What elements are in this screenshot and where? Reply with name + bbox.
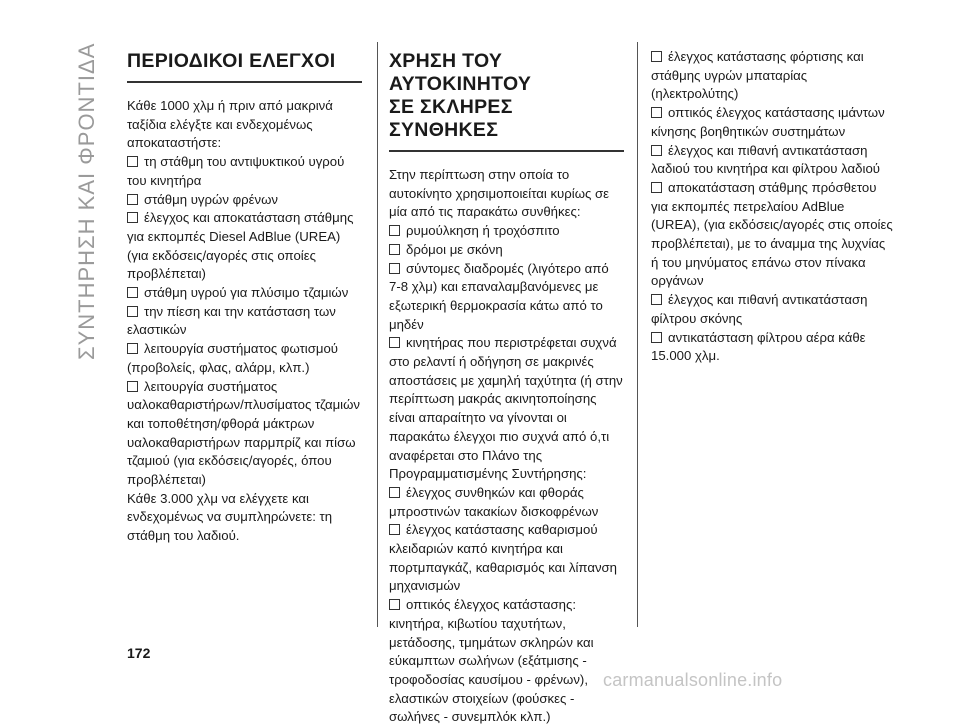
checkbox-icon xyxy=(651,182,662,193)
list-item: έλεγχος και αποκατάσταση στάθμης για εκπομπές Diesel AdBlue (UREA) (για εκδόσεις/αγορές στις οποίες προβλέπεται) xyxy=(127,210,354,282)
checkbox-icon xyxy=(127,194,138,205)
list-item: έλεγχος και πιθανή αντικατάσταση φίλτρου σκόνης xyxy=(651,292,868,326)
checkbox-icon xyxy=(389,244,400,255)
list-item: ρυμούλκηση ή τροχόσπιτο xyxy=(389,222,624,241)
checkbox-icon xyxy=(651,332,662,343)
checkbox-icon xyxy=(127,306,138,317)
list-item: έλεγχος κατάστασης καθαρισμού κλειδαριών καπό κινητήρα και πορτμπαγκάζ, καθαρισμός και λίπανση μηχανισμών xyxy=(389,522,618,594)
severe-conditions-heading: ΧΡΗΣΗ ΤΟΥ ΑΥΤΟΚΙΝΗΤΟΥ ΣΕ ΣΚΛΗΡΕΣ ΣΥΝΘΗΚΕΣ xyxy=(389,50,624,152)
checkbox-icon xyxy=(127,381,138,392)
severe-conditions-column xyxy=(389,50,624,727)
column-divider xyxy=(637,42,638,627)
checkbox-icon xyxy=(651,294,662,305)
section-side-title: ΣΥΝΤΗΡΗΣΗ ΚΑΙ ΦΡΟΝΤΙΔΑ xyxy=(74,42,99,360)
checkbox-icon xyxy=(389,487,400,498)
column-divider xyxy=(377,42,378,627)
list-item: έλεγχος κατάστασης φόρτισης και στάθμης υγρών μπαταρίας (ηλεκτρολύτης) xyxy=(651,49,864,102)
checkbox-icon xyxy=(127,156,138,167)
periodic-checks-column xyxy=(127,50,362,546)
outro-text: Κάθε 3.000 χλμ να ελέγχετε και ενδεχομένως να συμπληρώνετε: τη στάθμη του λαδιού. xyxy=(127,490,333,544)
list-item: τη στάθμη του αντιψυκτικού υγρού του κινητήρα xyxy=(127,154,345,188)
intro-text: Στην περίπτωση στην οποία το αυτοκίνητο χρησιμοποιείται κυρίως σε μία από τις παρακάτω συνθήκες: xyxy=(389,167,610,220)
list-item: στάθμη υγρών φρένων xyxy=(127,191,362,210)
list-item: την πίεση και την κατάσταση των ελαστικών xyxy=(127,303,336,338)
list-item: έλεγχος και πιθανή αντικατάσταση λαδιού του κινητήρα και φίλτρου λαδιού xyxy=(651,142,880,177)
checkbox-icon xyxy=(651,107,662,118)
checkbox-icon xyxy=(389,263,400,274)
checkbox-icon xyxy=(389,599,400,610)
list-item: κινητήρας που περιστρέφεται συχνά στο ρελαντί ή οδήγηση σε μακρινές αποστάσεις με χαμηλή ταχύτητα (ή στην περίπτωση μακράς ακινητοποίησης xyxy=(389,335,623,407)
list-item: αντικατάσταση φίλτρου αέρα κάθε 15.000 χλμ. xyxy=(651,329,866,364)
checkbox-icon xyxy=(389,337,400,348)
middle-text: είναι απαραίτητο να γίνονται οι παρακάτω έλεγχοι πιο συχνά από ό,τι αναφέρεται στο Πλάνο της Προγραμματισμένης Συντήρησης: xyxy=(389,410,610,482)
checkbox-icon xyxy=(389,225,400,236)
watermark: carmanualsonline.info xyxy=(603,670,783,690)
checkbox-icon xyxy=(651,145,662,156)
checkbox-icon xyxy=(127,343,138,354)
list-item: στάθμη υγρού για πλύσιμο τζαμιών xyxy=(127,284,362,303)
periodic-checks-heading: ΠΕΡΙΟΔΙΚΟΙ ΕΛΕΓΧΟΙ xyxy=(127,50,362,83)
checkbox-icon xyxy=(389,524,400,535)
list-item: δρόμοι με σκόνη xyxy=(389,241,624,260)
checkbox-icon xyxy=(651,51,662,62)
list-item: έλεγχος συνθηκών και φθοράς μπροστινών τακακίων δισκοφρένων xyxy=(389,484,599,519)
list-item: σύντομες διαδρομές (λιγότερο από 7-8 χλμ) και επαναλαμβανόμενες με εξωτερική θερμοκρασία κάτω από το μηδέν xyxy=(389,260,609,332)
intro-text: Κάθε 1000 χλμ ή πριν από μακρινά ταξίδια ελέγξτε και ενδεχομένως αποκαταστήστε: xyxy=(127,98,333,151)
checkbox-icon xyxy=(127,287,138,298)
list-item: αποκατάσταση στάθμης πρόσθετου για εκπομπές πετρελαίου AdBlue (UREA), (για εκδόσεις/αγορές στις οποίες προβλέπεται), με το άναμμα της λυχνίας ή του μηνύματος επάνω στον πίνακα οργάνων xyxy=(651,179,893,289)
list-item: οπτικός έλεγχος κατάστασης: κινητήρα, κιβωτίου ταχυτήτων, μετάδοσης, τμημάτων σκληρών και εύκαμπτων σωλήνων (εξάτμισης - τροφοδοσίας καυσίμου - φρένων), ελαστικών στοιχείων (φούσκες - σωλήνες - συνεμπλόκ κλπ.) xyxy=(389,597,594,725)
list-item: οπτικός έλεγχος κατάστασης ιμάντων κίνησης βοηθητικών συστημάτων xyxy=(651,105,885,139)
list-item: λειτουργία συστήματος υαλοκαθαριστήρων/πλυσίματος τζαμιών και τοποθέτηση/φθορά μάκτρων υαλοκαθαριστήρων παρμπρίζ και πίσω τζαμιού (για εκδόσεις/αγορές, όπου προβλέπεται) xyxy=(127,378,361,488)
page-number: 172 xyxy=(127,645,151,661)
checkbox-icon xyxy=(127,212,138,223)
checks-continued-column xyxy=(651,48,896,366)
list-item: λειτουργία συστήματος φωτισμού (προβολείς, φλας, αλάρμ, κλπ.) xyxy=(127,341,338,375)
